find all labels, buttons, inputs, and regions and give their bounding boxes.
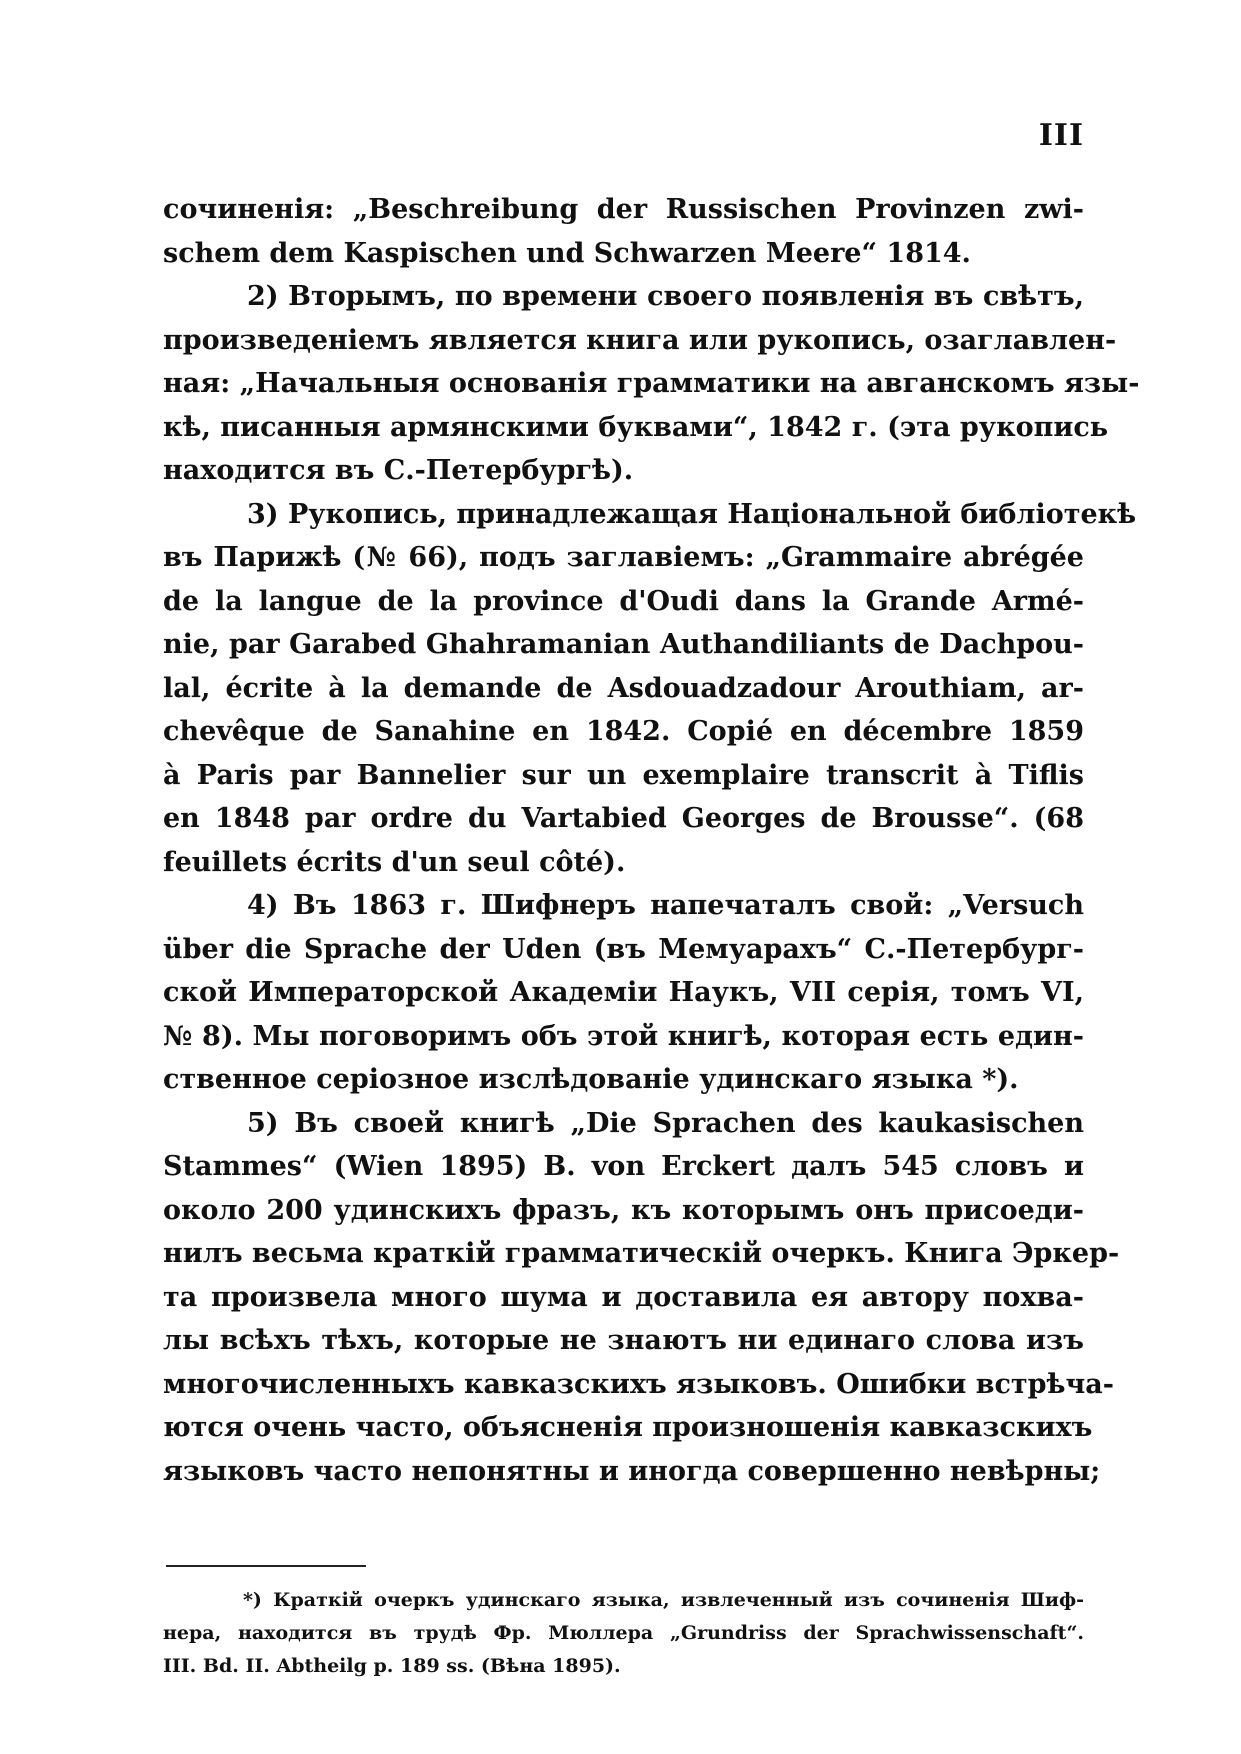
text-line: Stammes“ (Wien 1895) B. von Erckert далъ 545 словъ и [163,1151,1084,1182]
text-line: 4) Въ 1863 г. Шифнеръ напечаталъ свой: „Versuch [247,890,1084,921]
text-line: лы всѣхъ тѣхъ, которые не знаютъ ни единаго слова изъ [163,1325,1084,1356]
text-line: 2) Вторымъ, по времени своего появленія въ свѣтъ, [247,281,1084,312]
text-line: 5) Въ своей книгѣ „Die Sprachen des kaukasischen [247,1107,1084,1139]
footnote-line: *) Краткій очеркъ удинскаго языка, извлеченный изъ сочиненія Шиф- [243,1589,1084,1611]
footnote-line: нера, находится въ трудѣ Фр. Мюллера „Grundriss der Sprachwissenschaft“. [163,1622,1084,1644]
text-line: lal, écrite à la demande de Asdouadzadour Arouthiam, ar- [163,672,1084,704]
body-text [163,188,1140,1493]
text-line: № 8). Мы поговоримъ объ этой книгѣ, которая есть един- [163,1020,1084,1052]
text-line: ются очень часто, объясненія произношенія кавказскихъ [163,1412,1093,1443]
text-line: языковъ часто непонятны и иногда совершенно невѣрны; [163,1455,1101,1487]
text-line: ственное серіозное изслѣдованіе удинскаго языка *). [163,1064,1019,1095]
text-line: nie, par Garabed Ghahramanian Authandiliants de Dachpou- [163,629,1084,660]
text-line: de la langue de la province d'Oudi dans la Grande Armé- [163,585,1084,617]
footnote-divider [166,1565,366,1567]
text-line: ная: „Начальныя основанія грамматики на авганскомъ язы- [163,368,1140,399]
text-line: en 1848 par ordre du Vartabied Georges de Brousse“. (68 [163,803,1084,834]
text-line: сочиненія: „Beschreibung der Russischen Provinzen zwi- [163,194,1084,225]
text-line: chevêque de Sanahine en 1842. Copié en décembre 1859 [163,716,1084,747]
text-line: 3) Рукопись, принадлежащая Національной библіотекѣ [247,498,1137,530]
text-line: въ Парижѣ (№ 66), подъ заглавіемъ: „Grammaire abrégée [163,542,1084,573]
text-line: schem dem Kaspischen und Schwarzen Meere“ 1814. [163,237,971,269]
text-line: über die Sprache der Uden (въ Мемуарахъ“ С.-Петербург- [163,933,1084,965]
text-line: нилъ весьма краткій грамматическій очеркъ. Книга Эркер- [163,1238,1120,1269]
footnote-line: III. Bd. II. Abtheilg p. 189 ss. (Вѣна 1895). [163,1655,621,1677]
text-line: многочисленныхъ кавказскихъ языковъ. Ошибки встрѣча- [163,1368,1114,1400]
text-line: à Paris par Bannelier sur un exemplaire transcrit à Tiflis [163,759,1084,791]
text-line: ской Императорской Академіи Наукъ, VII серія, томъ VI, [163,977,1084,1008]
text-line: около 200 удинскихъ фразъ, къ которымъ онъ присоеди- [163,1194,1084,1226]
page-number: III [1038,118,1084,153]
text-line: кѣ, писанныя армянскими буквами“, 1842 г. (эта рукопись [163,411,1109,443]
footnote [163,1584,1084,1683]
text-line: произведеніемъ является книга или рукопись, озаглавлен- [163,324,1117,356]
text-line: feuillets écrits d'un seul côté). [163,846,626,878]
text-line: находится въ С.-Петербургѣ). [163,455,634,486]
text-line: та произвела много шума и доставила ея автору похва- [163,1281,1084,1313]
